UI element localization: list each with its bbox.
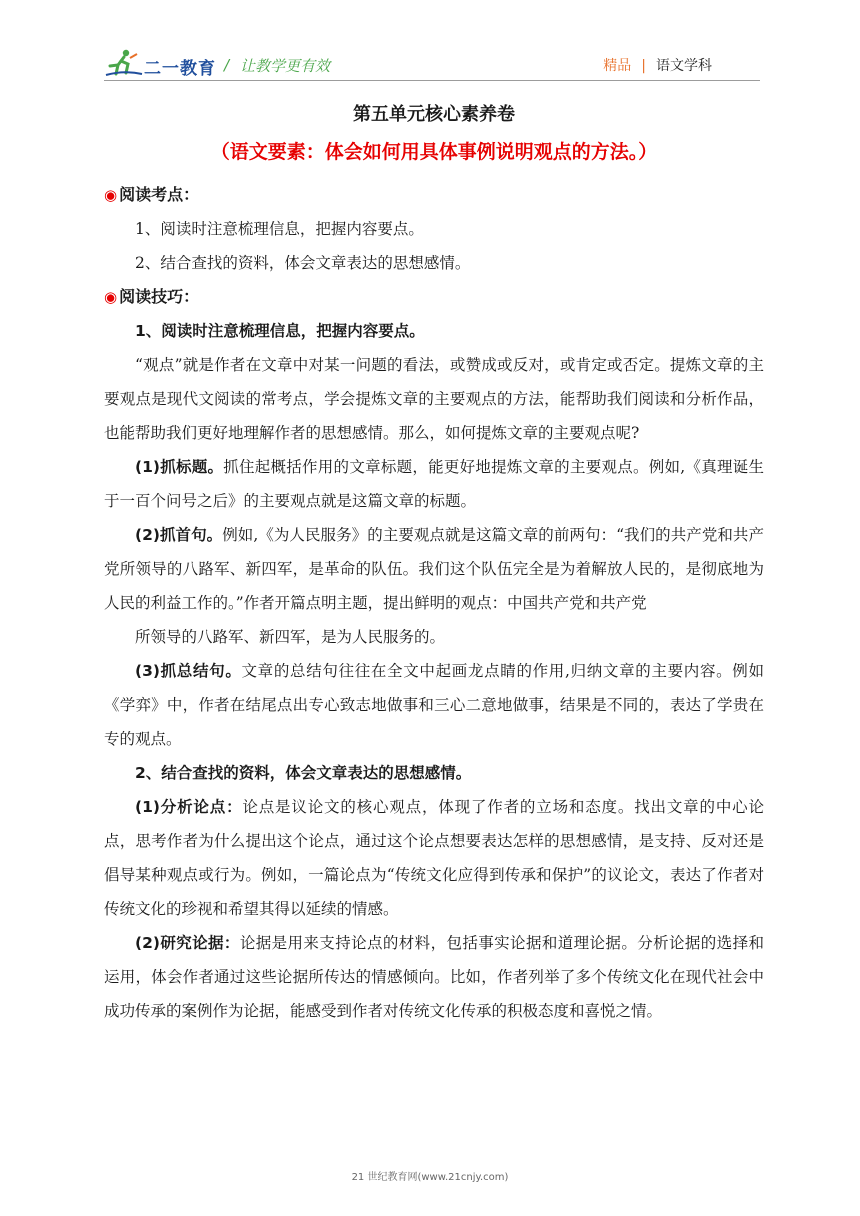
quality-tag: 精品	[603, 58, 632, 74]
paragraph	[104, 450, 764, 518]
document-body	[104, 92, 764, 1028]
paragraph-text: 文章的总结句往往在全文中起画龙点睛的作用,归纳文章的主要内容。例如《学弈》中，作者在结尾点出专心致志地做事和三心二意地做事，结果是不同的，表达了学贵在专的观点。	[104, 662, 764, 748]
section-heading-label: 阅读考点：	[119, 185, 200, 204]
sub-heading: 1、阅读时注意梳理信息，把握内容要点。	[135, 322, 425, 340]
paragraph	[104, 654, 764, 756]
paragraph-label: (2)抓首句。	[135, 526, 223, 544]
paragraph: “观点”就是作者在文章中对某一问题的看法，或赞成或反对，或肯定或否定。提炼文章的主要观点是现代文阅读的常考点，学会提炼文章的主要观点的方法，能帮助我们阅读和分析作品，也能帮助我们更好地理解作者的思想感情。那么，如何提炼文章的主要观点呢?	[104, 356, 764, 442]
slogan: 让教学更有效	[240, 57, 331, 75]
slogan-divider: /	[224, 56, 230, 74]
page-footer: 21 世纪教育网(www.21cnjy.com)	[351, 1172, 509, 1183]
tag-separator: |	[641, 58, 646, 74]
section-heading-reading-points	[104, 178, 764, 212]
list-item: 2、结合查找的资料，体会文章表达的思想感情。	[135, 254, 471, 272]
section-heading-label: 阅读技巧：	[119, 287, 200, 306]
paragraph-text: 例如,《为人民服务》的主要观点就是这篇文章的前两句：“我们的共产党和共产党所领导的八路军、新四军，是革命的队伍。我们这个队伍完全是为着解放人民的，是彻底地为人民的利益工作的。”作者开篇点明主题，提出鲜明的观点：中国共产党和共产党	[104, 526, 764, 612]
paragraph-text: 论据是用来支持论点的材料，包括事实论据和道理论据。分析论据的选择和运用，体会作者通过这些论据所传达的情感倾向。比如，作者列举了多个传统文化在现代社会中成功传承的案例作为论据，能感受到作者对传统文化传承的积极态度和喜悦之情。	[104, 934, 764, 1020]
page-title: 第五单元核心素养卷	[353, 104, 515, 125]
logo	[104, 48, 214, 78]
paragraph-label: (3)抓总结句。	[135, 662, 242, 680]
paragraph-label: (1)分析论点：	[135, 798, 243, 816]
subject-tag: 语文学科	[656, 58, 712, 74]
paragraph	[104, 926, 764, 1028]
paragraph-text: 论点是议论文的核心观点，体现了作者的立场和态度。找出文章的中心论点，思考作者为什么提出这个论点，通过这个论点想要表达怎样的思想感情，是支持、反对还是倡导某种观点或行为。例如，一篇论点为“传统文化应得到传承和保护”的议论文，表达了作者对传统文化的珍视和希望其得以延续的情感。	[104, 798, 764, 918]
header-divider	[104, 80, 760, 81]
paragraph	[104, 518, 764, 620]
target-bullet-icon: ◉	[104, 288, 118, 306]
page-header	[0, 0, 860, 90]
section-heading-reading-skills	[104, 280, 764, 314]
list-item: 1、阅读时注意梳理信息，把握内容要点。	[135, 220, 424, 238]
paragraph	[104, 790, 764, 926]
paragraph-text: 抓住起概括作用的文章标题，能更好地提炼文章的主要观点。例如,《真理诞生于一百个问号之后》的主要观点就是这篇文章的标题。	[104, 458, 764, 510]
paragraph-label: (1)抓标题。	[135, 458, 224, 476]
paragraph-label: (2)研究论据：	[135, 934, 240, 952]
target-bullet-icon: ◉	[104, 186, 118, 204]
page-subtitle: （语文要素：体会如何用具体事例说明观点的方法。）	[210, 141, 658, 163]
sub-heading: 2、结合查找的资料，体会文章表达的思想感情。	[135, 764, 472, 782]
header-tags	[603, 55, 712, 75]
runner-logo-icon	[104, 48, 144, 78]
paragraph-continuation: 所领导的八路军、新四军，是为人民服务的。	[135, 628, 446, 646]
logo-text: 二一教育	[144, 59, 216, 79]
